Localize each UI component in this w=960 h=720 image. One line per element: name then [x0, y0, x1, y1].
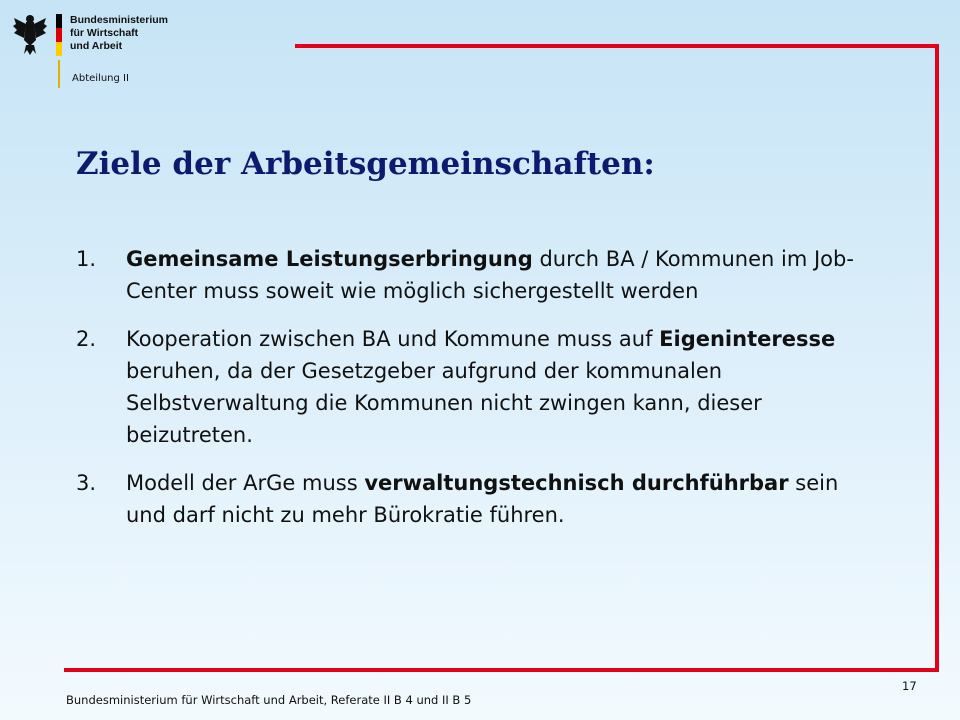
page-number: 17 — [902, 679, 917, 693]
federal-eagle-icon — [12, 12, 48, 56]
flag-stripe-red — [56, 28, 62, 42]
goal-item-1 — [76, 243, 856, 307]
goals-list — [76, 243, 856, 547]
footer-text: Bundesministerium für Wirtschaft und Arbeit, Referate II B 4 und II B 5 — [66, 693, 472, 707]
ministry-line-2: für Wirtschaft — [70, 27, 139, 39]
goal-text: durch BA / Kommunen im Job-Center muss soweit wie möglich sichergestellt werden — [126, 247, 854, 303]
goal-item-2 — [76, 323, 856, 451]
goal-number: 2. — [76, 327, 97, 351]
goal-text: sein und darf nicht zu mehr Bürokratie führen. — [126, 471, 839, 527]
goal-text: Modell der ArGe muss — [126, 471, 365, 495]
goal-text: Kooperation zwischen BA und Kommune muss auf — [126, 327, 660, 351]
ministry-logo — [12, 12, 169, 84]
frame-right-line — [935, 44, 939, 672]
goal-text: beruhen, da der Gesetzgeber aufgrund der kommunalen Selbstverwaltung die Kommunen nicht zwingen kann, dieser beizutreten. — [126, 359, 762, 447]
flag-stripe-gold — [56, 42, 62, 56]
goal-emphasis: Gemeinsame Leistungserbringung — [126, 247, 533, 271]
ministry-name — [70, 14, 168, 53]
flag-stripe-black — [56, 14, 62, 28]
german-flag — [56, 14, 62, 56]
frame-top-line — [295, 44, 939, 48]
frame-bottom-line — [64, 668, 939, 672]
goal-item-3 — [76, 467, 856, 531]
department-divider — [58, 60, 60, 88]
goal-number: 1. — [76, 247, 97, 271]
goal-emphasis: Eigeninteresse — [659, 327, 836, 351]
goal-emphasis: verwaltungstechnisch durchführbar — [364, 471, 789, 495]
slide-title: Ziele der Arbeitsgemeinschaften: — [76, 146, 655, 182]
ministry-line-3: und Arbeit — [70, 40, 123, 52]
ministry-line-1: Bundesministerium — [70, 14, 169, 26]
goal-number: 3. — [76, 471, 97, 495]
department-label: Abteilung II — [72, 73, 129, 84]
